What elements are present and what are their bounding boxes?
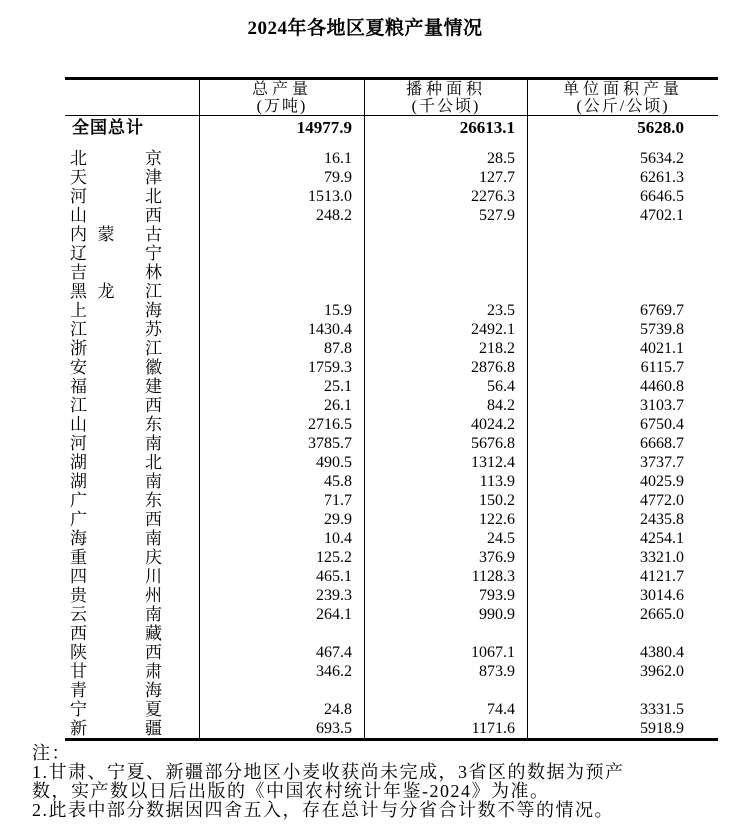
sown-area-value: 23.5 (364, 301, 527, 320)
region-name-char: 河 (70, 434, 87, 453)
region-name-char: 南 (145, 529, 162, 548)
region-name (70, 700, 162, 719)
region-name-char: 建 (145, 377, 162, 396)
total-output-value (199, 624, 364, 643)
yield-value: 4772.0 (527, 491, 718, 510)
national-sown-area-value: 26613.1 (364, 116, 527, 139)
region-name (70, 510, 162, 529)
region-name-cell (65, 681, 199, 700)
sown-area-value: 2276.3 (364, 187, 527, 206)
region-name-cell (65, 320, 199, 339)
spacer-row (65, 139, 718, 149)
sown-area-value: 1312.4 (364, 453, 527, 472)
table-row-四川 (65, 567, 718, 586)
sown-area-value (364, 624, 527, 643)
sown-area-value: 1171.6 (364, 719, 527, 738)
total-output-value: 1513.0 (199, 187, 364, 206)
total-output-value: 26.1 (199, 396, 364, 415)
total-output-value: 16.1 (199, 149, 364, 168)
total-output-value: 239.3 (199, 586, 364, 605)
total-output-value: 264.1 (199, 605, 364, 624)
sown-area-value: 873.9 (364, 662, 527, 681)
region-name-char: 肃 (145, 662, 162, 681)
yield-value (527, 624, 718, 643)
region-name (70, 586, 162, 605)
total-output-value: 15.9 (199, 301, 364, 320)
national-total-label: 全国总计 (72, 118, 144, 137)
region-name-cell (65, 168, 199, 187)
sown-area-value (364, 263, 527, 282)
region-name-char: 藏 (145, 624, 162, 643)
region-name-char: 安 (70, 358, 87, 377)
region-name-char: 福 (70, 377, 87, 396)
sown-area-value: 2876.8 (364, 358, 527, 377)
region-name-char: 海 (145, 301, 162, 320)
region-name-char: 天 (70, 168, 87, 187)
total-output-value (199, 282, 364, 301)
summer-grain-table (65, 77, 718, 741)
table-row-北京 (65, 149, 718, 168)
region-name (70, 472, 162, 491)
region-name-char: 川 (145, 567, 162, 586)
region-name (70, 719, 162, 738)
region-name (70, 339, 162, 358)
region-name (70, 453, 162, 472)
region-name-char: 东 (145, 491, 162, 510)
total-output-value: 1759.3 (199, 358, 364, 377)
total-output-value: 125.2 (199, 548, 364, 567)
region-name (70, 244, 162, 263)
table-row-山西 (65, 206, 718, 225)
region-name-cell (65, 149, 199, 168)
region-name-char: 甘 (70, 662, 87, 681)
table-header-row (65, 80, 718, 116)
header-sown-area (364, 80, 527, 115)
region-name-char: 西 (145, 643, 162, 662)
region-name (70, 282, 162, 301)
total-output-value: 10.4 (199, 529, 364, 548)
region-name-char: 陕 (70, 643, 87, 662)
total-output-value (199, 681, 364, 700)
region-name-cell (65, 719, 199, 738)
header-yield-per-unit (527, 80, 718, 115)
region-name-char: 南 (145, 434, 162, 453)
yield-value: 3331.5 (527, 700, 718, 719)
region-name-cell (65, 206, 199, 225)
total-output-value: 2716.5 (199, 415, 364, 434)
sown-area-value: 28.5 (364, 149, 527, 168)
region-name (70, 662, 162, 681)
region-name-char: 上 (70, 301, 87, 320)
table-row-湖北 (65, 453, 718, 472)
table-row-安徽 (65, 358, 718, 377)
yield-value (527, 263, 718, 282)
region-name-cell (65, 662, 199, 681)
total-output-value: 87.8 (199, 339, 364, 358)
region-name (70, 225, 162, 244)
table-row-黑龙江 (65, 282, 718, 301)
region-name-char: 东 (145, 415, 162, 434)
total-output-value (199, 244, 364, 263)
region-name-char: 青 (70, 681, 87, 700)
yield-value (527, 225, 718, 244)
region-name-char: 疆 (145, 719, 162, 738)
table-row-贵州 (65, 586, 718, 605)
region-name-cell (65, 282, 199, 301)
region-name-char: 湖 (70, 472, 87, 491)
sown-area-value: 376.9 (364, 548, 527, 567)
sown-area-value: 5676.8 (364, 434, 527, 453)
region-name-char: 四 (70, 567, 87, 586)
province-rows (65, 149, 718, 738)
region-name-char: 辽 (70, 244, 87, 263)
note-line: 2.此表中部分数据因四舍五入，存在总计与分省合计数不等的情况。 (32, 800, 614, 820)
header-yield-per-unit-unit: (公斤/公顷) (576, 97, 670, 115)
region-name (70, 624, 162, 643)
region-name (70, 320, 162, 339)
yield-value: 4380.4 (527, 643, 718, 662)
table-row-上海 (65, 301, 718, 320)
region-name-char: 林 (145, 263, 162, 282)
total-output-value: 346.2 (199, 662, 364, 681)
sown-area-value: 74.4 (364, 700, 527, 719)
region-name-char: 西 (145, 206, 162, 225)
region-name-char: 北 (70, 149, 87, 168)
yield-value: 4021.1 (527, 339, 718, 358)
sown-area-value: 990.9 (364, 605, 527, 624)
region-name-cell (65, 244, 199, 263)
region-name-char: 黑 (70, 282, 87, 301)
region-name-char: 河 (70, 187, 87, 206)
region-name (70, 301, 162, 320)
sown-area-value: 84.2 (364, 396, 527, 415)
region-name-char: 云 (70, 605, 87, 624)
region-name (70, 263, 162, 282)
region-name-char: 北 (145, 453, 162, 472)
table-row-宁夏 (65, 700, 718, 719)
table-row-湖南 (65, 472, 718, 491)
region-name (70, 168, 162, 187)
region-name-char: 新 (70, 719, 87, 738)
region-name-char: 州 (145, 586, 162, 605)
region-name-cell (65, 453, 199, 472)
yield-value (527, 244, 718, 263)
total-output-value: 24.8 (199, 700, 364, 719)
table-row-西藏 (65, 624, 718, 643)
total-output-value: 29.9 (199, 510, 364, 529)
header-total-output-title: 总产量 (251, 80, 312, 98)
total-output-value: 79.9 (199, 168, 364, 187)
note-line: 1.甘肃、宁夏、新疆部分地区小麦收获尚未完成，3省区的数据为预产 (32, 762, 625, 782)
region-name (70, 377, 162, 396)
region-name-char: 吉 (70, 263, 87, 282)
table-row-江西 (65, 396, 718, 415)
total-output-value: 45.8 (199, 472, 364, 491)
region-name-char: 龙 (97, 282, 115, 301)
region-name (70, 605, 162, 624)
sown-area-value: 56.4 (364, 377, 527, 396)
region-name-char: 贵 (70, 586, 87, 605)
region-name-cell (65, 548, 199, 567)
region-name-cell (65, 434, 199, 453)
region-name-char: 海 (70, 529, 87, 548)
region-name-char: 北 (145, 187, 162, 206)
sown-area-value: 218.2 (364, 339, 527, 358)
total-output-value: 465.1 (199, 567, 364, 586)
table-row-江苏 (65, 320, 718, 339)
table-row-吉林 (65, 263, 718, 282)
total-output-value: 693.5 (199, 719, 364, 738)
region-name-char: 海 (145, 681, 162, 700)
yield-value (527, 681, 718, 700)
table-row-福建 (65, 377, 718, 396)
region-name (70, 206, 162, 225)
sown-area-value: 122.6 (364, 510, 527, 529)
region-name-cell (65, 377, 199, 396)
region-name (70, 187, 162, 206)
region-name-cell (65, 263, 199, 282)
region-name-char: 浙 (70, 339, 87, 358)
region-name (70, 529, 162, 548)
total-output-value: 71.7 (199, 491, 364, 510)
header-yield-per-unit-title: 单位面积产量 (562, 80, 683, 98)
sown-area-value: 113.9 (364, 472, 527, 491)
table-row-天津 (65, 168, 718, 187)
region-name (70, 643, 162, 662)
total-output-value: 490.5 (199, 453, 364, 472)
sown-area-value: 4024.2 (364, 415, 527, 434)
region-name-char: 江 (145, 282, 162, 301)
table-notes (32, 744, 712, 820)
table-row-云南 (65, 605, 718, 624)
total-output-value (199, 263, 364, 282)
region-name-cell (65, 586, 199, 605)
yield-value: 6668.7 (527, 434, 718, 453)
region-name-char: 重 (70, 548, 87, 567)
header-sown-area-unit: (千公顷) (411, 97, 481, 115)
national-total-output-value: 14977.9 (199, 116, 364, 139)
total-output-value: 248.2 (199, 206, 364, 225)
region-name-cell (65, 225, 199, 244)
sown-area-value (364, 681, 527, 700)
region-name-cell (65, 491, 199, 510)
header-sown-area-title: 播种面积 (405, 80, 486, 98)
table-row-内蒙古 (65, 225, 718, 244)
yield-value: 5918.9 (527, 719, 718, 738)
region-name-char: 古 (145, 225, 162, 244)
region-name (70, 149, 162, 168)
yield-value: 6115.7 (527, 358, 718, 377)
region-name-cell (65, 301, 199, 320)
region-name-char: 山 (70, 206, 87, 225)
sown-area-value (364, 282, 527, 301)
notes-label: 注： (32, 743, 71, 763)
sown-area-value: 150.2 (364, 491, 527, 510)
table-row-新疆 (65, 719, 718, 738)
header-total-output (199, 80, 364, 115)
total-output-value: 1430.4 (199, 320, 364, 339)
table-row-河南 (65, 434, 718, 453)
yield-value (527, 282, 718, 301)
region-name-char: 南 (145, 605, 162, 624)
region-name-char: 广 (70, 491, 87, 510)
region-name-cell (65, 700, 199, 719)
region-name-char: 西 (145, 510, 162, 529)
table-row-河北 (65, 187, 718, 206)
region-name-char: 夏 (145, 700, 162, 719)
region-name-cell (65, 624, 199, 643)
region-name-char: 宁 (70, 700, 87, 719)
yield-value: 4460.8 (527, 377, 718, 396)
table-row-海南 (65, 529, 718, 548)
sown-area-value: 527.9 (364, 206, 527, 225)
region-name (70, 358, 162, 377)
yield-value: 3103.7 (527, 396, 718, 415)
region-name-char: 湖 (70, 453, 87, 472)
region-name-char: 内 (70, 225, 87, 244)
region-name-char: 广 (70, 510, 87, 529)
national-yield-value: 5628.0 (527, 116, 718, 139)
yield-value: 2435.8 (527, 510, 718, 529)
yield-value: 4702.1 (527, 206, 718, 225)
region-name-char: 山 (70, 415, 87, 434)
sown-area-value: 2492.1 (364, 320, 527, 339)
yield-value: 6750.4 (527, 415, 718, 434)
table-row-广西 (65, 510, 718, 529)
region-name-cell (65, 339, 199, 358)
region-name-cell (65, 187, 199, 206)
sown-area-value: 24.5 (364, 529, 527, 548)
region-name-char: 南 (145, 472, 162, 491)
region-name (70, 548, 162, 567)
region-name (70, 567, 162, 586)
yield-value: 2665.0 (527, 605, 718, 624)
total-output-value: 467.4 (199, 643, 364, 662)
table-row-陕西 (65, 643, 718, 662)
sown-area-value (364, 225, 527, 244)
region-name-char: 苏 (145, 320, 162, 339)
yield-value: 6769.7 (527, 301, 718, 320)
region-name-char: 徽 (145, 358, 162, 377)
national-total-row (65, 116, 718, 139)
region-name-char: 西 (70, 624, 87, 643)
yield-value: 6646.5 (527, 187, 718, 206)
yield-value: 3014.6 (527, 586, 718, 605)
yield-value: 4025.9 (527, 472, 718, 491)
region-name-char: 江 (145, 339, 162, 358)
region-name-char: 江 (70, 396, 87, 415)
region-name-char: 蒙 (97, 225, 115, 244)
sown-area-value: 1067.1 (364, 643, 527, 662)
header-total-output-unit: (万吨) (256, 97, 308, 115)
table-row-青海 (65, 681, 718, 700)
yield-value: 5634.2 (527, 149, 718, 168)
yield-value: 3737.7 (527, 453, 718, 472)
region-name (70, 415, 162, 434)
region-name (70, 434, 162, 453)
region-name-cell (65, 643, 199, 662)
yield-value: 3321.0 (527, 548, 718, 567)
region-name-char: 西 (145, 396, 162, 415)
region-name-char: 宁 (145, 244, 162, 263)
region-name-cell (65, 415, 199, 434)
sown-area-value (364, 244, 527, 263)
region-name-cell (65, 529, 199, 548)
yield-value: 4254.1 (527, 529, 718, 548)
yield-value: 4121.7 (527, 567, 718, 586)
region-name-cell (65, 358, 199, 377)
table-row-甘肃 (65, 662, 718, 681)
total-output-value (199, 225, 364, 244)
region-name-char: 津 (145, 168, 162, 187)
region-name (70, 491, 162, 510)
header-region-column (65, 80, 199, 115)
sown-area-value: 127.7 (364, 168, 527, 187)
table-row-辽宁 (65, 244, 718, 263)
region-name-cell (65, 567, 199, 586)
region-name-cell (65, 472, 199, 491)
region-name-cell (65, 396, 199, 415)
sown-area-value: 793.9 (364, 586, 527, 605)
yield-value: 6261.3 (527, 168, 718, 187)
region-name-char: 庆 (145, 548, 162, 567)
region-name-char: 京 (145, 149, 162, 168)
page-title: 2024年各地区夏粮产量情况 (247, 18, 483, 39)
region-name-cell (65, 510, 199, 529)
sown-area-value: 1128.3 (364, 567, 527, 586)
yield-value: 5739.8 (527, 320, 718, 339)
region-name (70, 681, 162, 700)
table-row-浙江 (65, 339, 718, 358)
yield-value: 3962.0 (527, 662, 718, 681)
table-row-广东 (65, 491, 718, 510)
table-row-山东 (65, 415, 718, 434)
region-name-char: 江 (70, 320, 87, 339)
total-output-value: 25.1 (199, 377, 364, 396)
note-line: 数，实产数以日后出版的《中国农村统计年鉴-2024》为准。 (32, 781, 550, 801)
region-name-cell (65, 605, 199, 624)
total-output-value: 3785.7 (199, 434, 364, 453)
table-row-重庆 (65, 548, 718, 567)
region-name (70, 396, 162, 415)
